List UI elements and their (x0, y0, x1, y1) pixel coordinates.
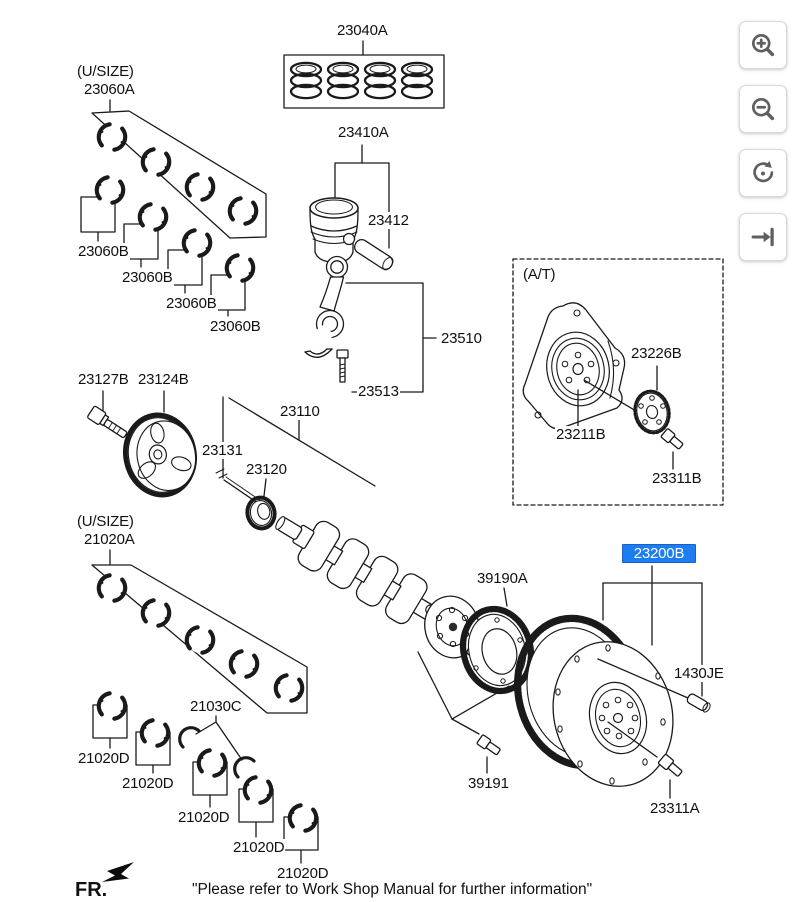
part-label-23060A[interactable]: 23060A (84, 81, 135, 98)
part-label-23211B[interactable]: 23211B (556, 426, 606, 443)
front-direction-arrow-icon (98, 860, 136, 891)
part-label-21020D-5[interactable]: 21020D (277, 865, 329, 882)
at-inset (513, 259, 723, 505)
part-label-21030C[interactable]: 21030C (190, 698, 242, 715)
piston-assembly (305, 145, 436, 392)
zoom-in-icon (749, 31, 777, 59)
part-label-23120[interactable]: 23120 (246, 461, 287, 478)
rotate-reset-button[interactable] (739, 149, 787, 197)
part-label-23040A[interactable]: 23040A (337, 22, 388, 39)
front-direction-label: FR. (75, 879, 108, 901)
piston-rings-23040A (284, 41, 444, 108)
part-label-23060B-2[interactable]: 23060B (122, 269, 173, 286)
rotate-reset-icon (749, 159, 777, 187)
part-label-23226B[interactable]: 23226B (631, 345, 682, 362)
part-label-1430JE[interactable]: 1430JE (674, 665, 724, 682)
zoom-out-button[interactable] (739, 85, 787, 133)
part-label-23200B-highlighted[interactable]: 23200B (622, 544, 696, 563)
workshop-manual-note: "Please refer to Work Shop Manual for further information" (192, 881, 593, 898)
part-label-23131[interactable]: 23131 (202, 442, 243, 459)
part-label-21020D-2[interactable]: 21020D (122, 775, 174, 792)
part-label-23513[interactable]: 23513 (358, 383, 399, 400)
part-label-23127B[interactable]: 23127B (78, 371, 129, 388)
label-usize-upper: (U/SIZE) (77, 63, 134, 80)
part-label-23060B-1[interactable]: 23060B (78, 243, 129, 260)
part-label-23311B[interactable]: 23311B (652, 470, 702, 487)
skip-end-icon (749, 223, 777, 251)
part-label-21020D-1[interactable]: 21020D (78, 750, 130, 767)
skip-end-button[interactable] (739, 213, 787, 261)
part-label-39191[interactable]: 39191 (468, 775, 509, 792)
bearing-set-21020A (92, 550, 307, 713)
zoom-in-button[interactable] (739, 21, 787, 69)
part-label-23510[interactable]: 23510 (441, 330, 482, 347)
flywheel-group (499, 566, 712, 799)
part-label-23311A[interactable]: 23311A (650, 800, 700, 817)
part-label-21020D-3[interactable]: 21020D (178, 809, 230, 826)
part-label-39190A[interactable]: 39190A (477, 570, 528, 587)
part-label-23412[interactable]: 23412 (368, 212, 409, 229)
part-label-23410A[interactable]: 23410A (338, 124, 389, 141)
part-label-23060B-4[interactable]: 23060B (210, 318, 261, 335)
label-at: (A/T) (523, 266, 556, 283)
zoom-out-icon (749, 95, 777, 123)
part-label-21020D-4[interactable]: 21020D (233, 839, 285, 856)
part-label-23124B[interactable]: 23124B (138, 371, 189, 388)
part-label-23060B-3[interactable]: 23060B (166, 295, 217, 312)
crankshaft (245, 495, 494, 665)
bearing-set-23060A (92, 100, 266, 238)
part-label-23110[interactable]: 23110 (280, 403, 320, 420)
part-label-21020A[interactable]: 21020A (84, 531, 135, 548)
label-usize-lower: (U/SIZE) (77, 513, 134, 530)
